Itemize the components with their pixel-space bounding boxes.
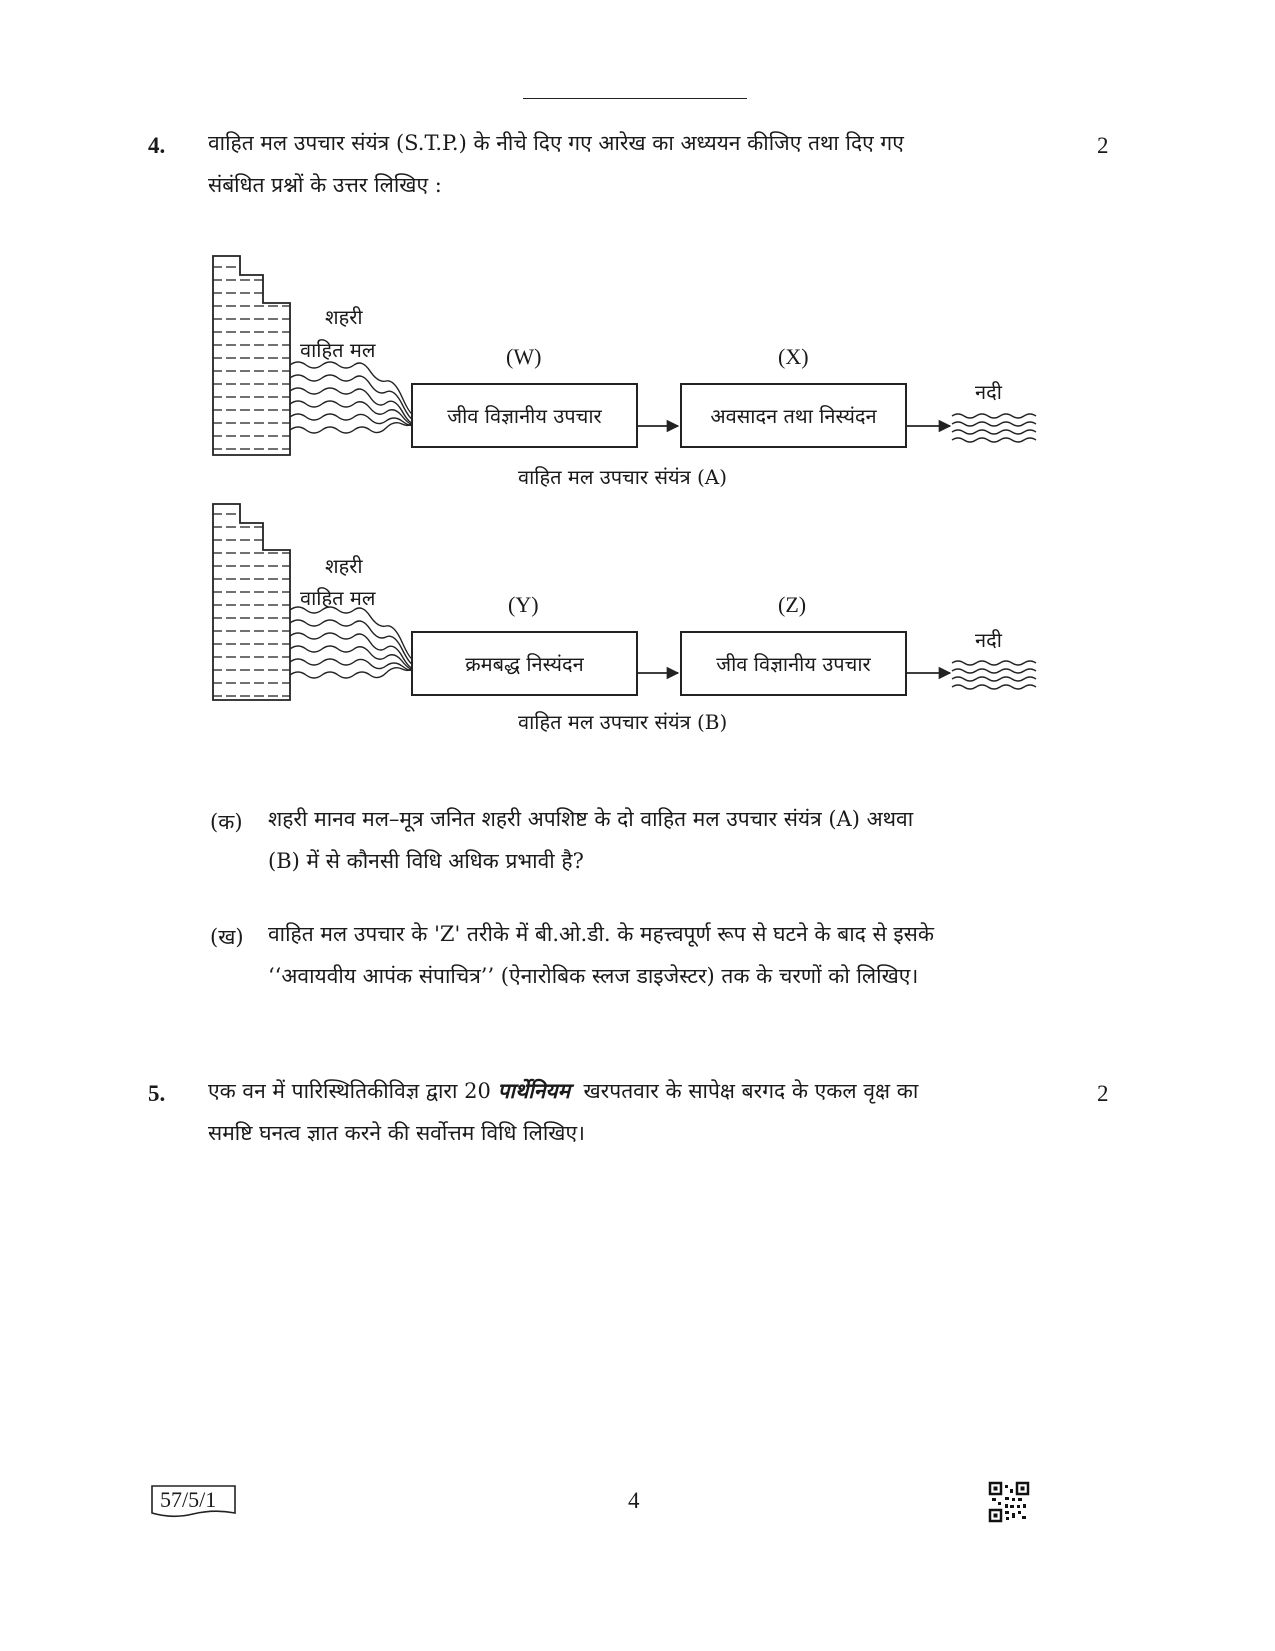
plant-b-step2-label: जीव विज्ञानीय उपचार	[716, 652, 871, 676]
river-a-icon	[952, 414, 1036, 442]
sewage-flow-a-icon	[290, 362, 414, 433]
sub-question-b-line2: ‘‘अवायवीय आपंक संपाचित्र’’ (ऐनारोबिक स्लज डाइजेस्टर) तक के चरणों को लिखिए।	[268, 964, 919, 988]
plant-b-step1-tag: (Y)	[508, 592, 539, 617]
sub-question-a-line1: शहरी मानव मल–मूत्र जनित शहरी अपशिष्ट के दो वाहित मल उपचार संयंत्र (A) अथवा	[268, 807, 914, 831]
question-5-term: पार्थेनियम	[497, 1078, 571, 1103]
plant-a-river-label: नदी	[975, 380, 1002, 404]
sewage-flow-b-icon	[290, 607, 414, 678]
sub-question-a-line2: (B) में से कौनसी विधि अधिक प्रभावी है?	[268, 849, 584, 873]
building-a-icon	[213, 256, 290, 455]
question-5-line1-pre: एक वन में पारिस्थितिकीविज्ञ द्वारा 20	[208, 1079, 491, 1103]
plant-a-step1-tag: (W)	[506, 344, 542, 369]
plant-b-step2-tag: (Z)	[778, 592, 807, 617]
page-number: 4	[628, 1488, 640, 1513]
plant-b-city-label-2: वाहित मल	[300, 586, 376, 610]
paper-code-badge	[150, 1483, 237, 1517]
plant-a-step2-label: अवसादन तथा निस्यंदन	[710, 404, 877, 428]
question-4-line1: वाहित मल उपचार संयंत्र (S.T.P.) के नीचे दिए गए आरेख का अध्ययन कीजिए तथा दिए गए	[208, 131, 904, 155]
plant-a-step2-tag: (X)	[778, 344, 809, 369]
plant-b-river-label: नदी	[975, 628, 1002, 652]
sub-question-b-line1: वाहित मल उपचार के 'Z' तरीके में बी.ओ.डी. के महत्त्वपूर्ण रूप से घटने के बाद से इसके	[268, 922, 934, 946]
question-5-line1	[208, 1070, 1028, 1112]
plant-b-caption: वाहित मल उपचार संयंत्र (B)	[518, 710, 728, 734]
plant-b-step1-label: क्रमबद्ध निस्यंदन	[465, 652, 584, 676]
sub-question-a-label: (क)	[210, 810, 243, 834]
question-5-marks: 2	[1097, 1081, 1109, 1106]
question-5-text	[208, 1070, 1028, 1154]
building-b-icon	[213, 504, 290, 700]
question-5-line1-post: खरपतवार के सापेक्ष बरगद के एकल वृक्ष का	[583, 1079, 919, 1103]
question-4-marks: 2	[1097, 133, 1109, 158]
question-5-line2: समष्टि घनत्व ज्ञात करने की सर्वोत्तम विधि लिखिए।	[208, 1121, 586, 1145]
question-4-number: 4.	[148, 133, 166, 158]
sub-question-b-text	[268, 913, 1028, 997]
plant-a-caption: वाहित मल उपचार संयंत्र (A)	[518, 465, 728, 489]
river-b-icon	[952, 661, 1036, 689]
plant-a-city-label-2: वाहित मल	[300, 338, 376, 362]
paper-code: 57/5/1	[160, 1487, 217, 1512]
plant-b-city-label-1: शहरी	[325, 554, 363, 578]
sub-question-b-label: (ख)	[210, 925, 244, 949]
qr-code-icon	[990, 1483, 1028, 1521]
question-4-line2: संबंधित प्रश्नों के उत्तर लिखिए :	[208, 173, 442, 197]
question-5-number: 5.	[148, 1081, 166, 1106]
plant-a-step1-label: जीव विज्ञानीय उपचार	[447, 404, 602, 428]
plant-a-city-label-1: शहरी	[325, 305, 363, 329]
sub-question-a-text	[268, 798, 1028, 882]
